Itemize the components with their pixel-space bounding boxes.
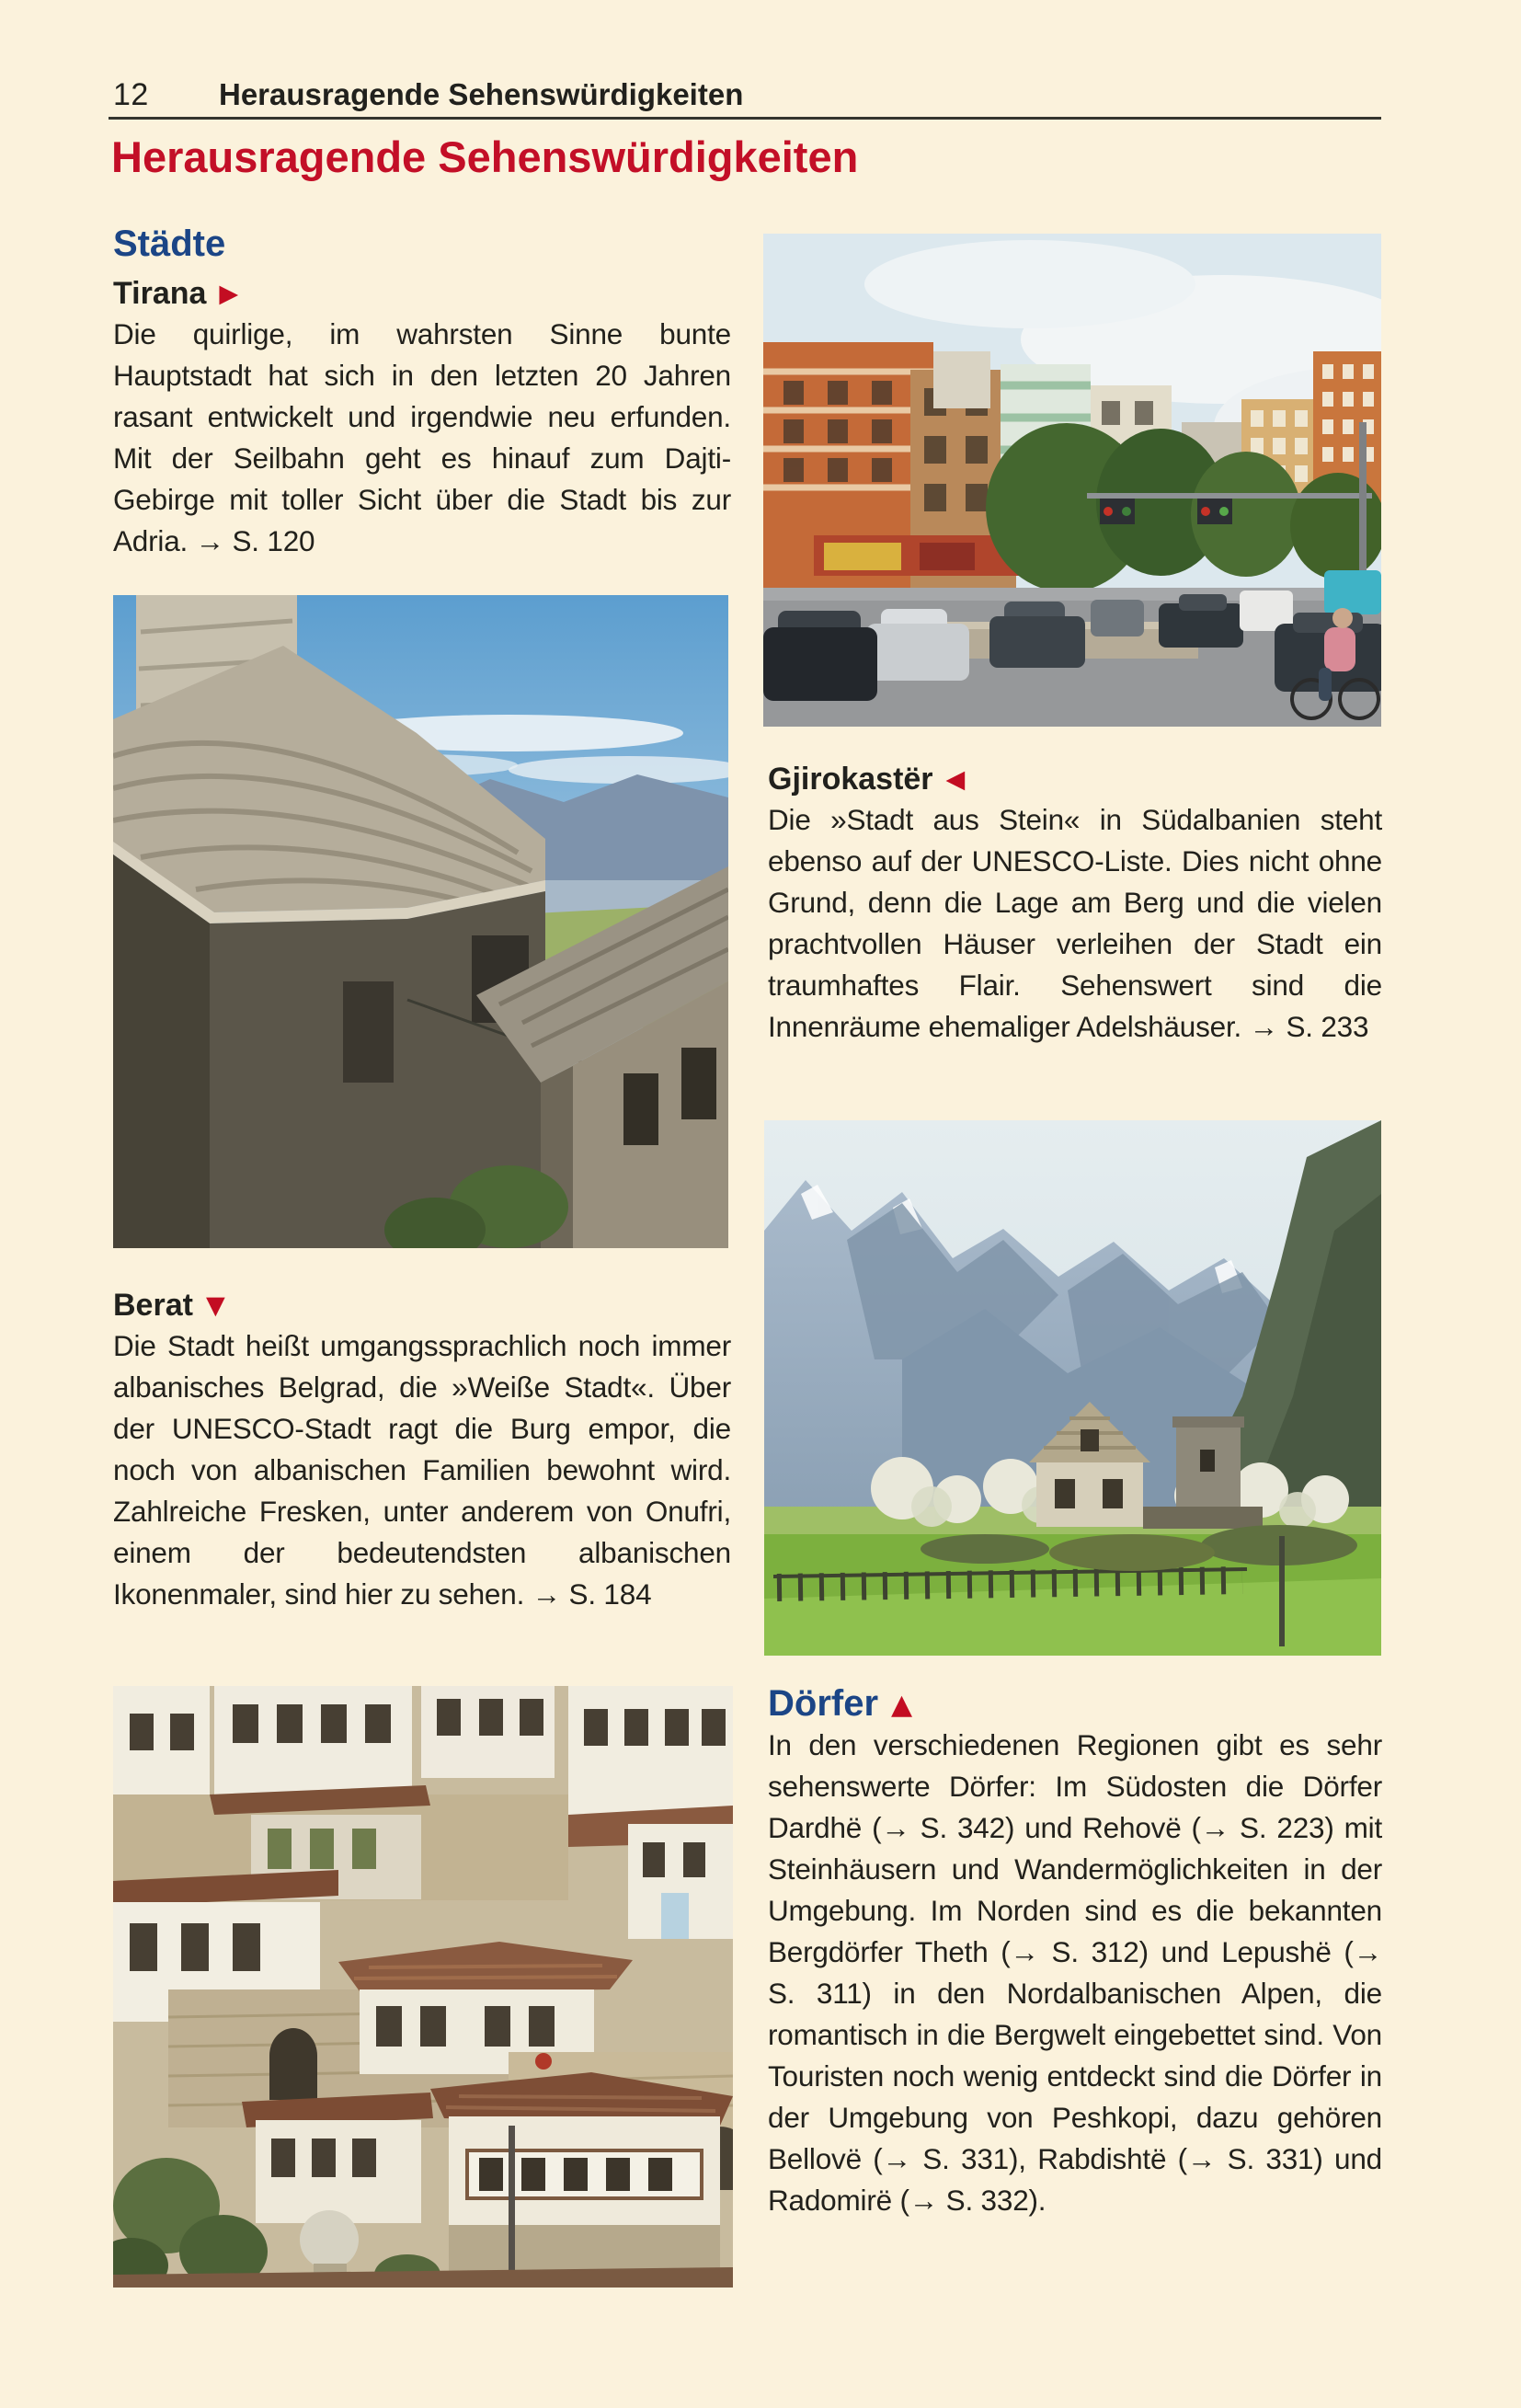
page-number: 12 — [113, 77, 149, 112]
entry-heading-berat — [113, 1288, 225, 1324]
gjirokaster-photo — [113, 595, 728, 1248]
page-title: Herausragende Sehenswürdigkeiten — [111, 132, 859, 181]
tirana-photo-art — [763, 234, 1381, 727]
entry-heading-gjirokaster — [768, 762, 965, 797]
tirana-photo — [763, 234, 1381, 727]
gjirokaster-heading-text: Gjirokastër — [768, 762, 933, 797]
triangle-left-icon: ◀ — [945, 765, 966, 794]
staedte-label-text: Städte — [113, 224, 226, 264]
gjirokaster-photo-art — [113, 595, 728, 1248]
triangle-right-icon: ▶ — [219, 280, 239, 308]
gjirokaster-paragraph: Die »Stadt aus Stein« in Südalbanien steht ebenso auf der UNESCO-Liste. Dies nicht ohne Grund, denn die Lage am Berg und die vielen prachtvollen Häuser verleihen der Stadt ein traumhaftes Flair. Sehenswert sind die Innenräume ehemaliger Adelshäuser. → S. 233 — [768, 803, 1382, 1043]
triangle-up-icon: ▲ — [891, 1689, 913, 1721]
tirana-paragraph: Die quirlige, im wahrsten Sinne bunte Hauptstadt hat sich in den letzten 20 Jahren rasant entwickelt und irgendwie neu erfunden. Mit der Seilbahn geht es hinauf zum Dajti-Gebirge mit toller Sicht über die Stadt bis zur Adria. → S. 120 — [113, 317, 731, 557]
berat-photo-art — [113, 1686, 733, 2288]
berat-photo — [113, 1686, 733, 2288]
section-label-staedte — [113, 224, 225, 265]
berat-heading-text: Berat — [113, 1288, 193, 1323]
running-header-title: Herausragende Sehenswürdigkeiten — [219, 77, 744, 111]
doerfer-label-text: Dörfer — [768, 1683, 879, 1724]
theth-photo — [764, 1120, 1381, 1656]
doerfer-paragraph: In den verschiedenen Regionen gibt es sehr sehenswerte Dörfer: Im Südosten die Dörfer Dardhë (→ S. 342) und Rehovë (→ S. 223) mit Steinhäusern und Wandermöglichkeiten in der Umgebung. Im Norden sind es die bekannten Bergdörfer Theth (→ S. 312) und Lepushë (→ S. 311) in den Nordalbanischen Alpen, die romantisch in die Bergwelt eingebettet sind. Von Touristen noch wenig entdeckt sind die Dörfer in der Umgebung von Peshkopi, dazu gehören Bellovë (→ S. 331), Rabdishtë (→ S. 331) und Radomirë (→ S. 332). — [768, 1728, 1382, 2217]
tirana-heading-text: Tirana — [113, 276, 207, 311]
theth-photo-art — [764, 1120, 1381, 1656]
header-rule — [109, 117, 1381, 120]
entry-heading-tirana — [113, 276, 238, 312]
berat-paragraph: Die Stadt heißt umgangssprachlich noch immer albanisches Belgrad, die »Weiße Stadt«. Über der UNESCO-Stadt ragt die Burg empor, die noch von albanischen Familien bewohnt wird. Zahlreiche Fresken, unter anderem von Onufri, einem der bedeutendsten albanischen Ikonenmaler, sind hier zu sehen. → S. 184 — [113, 1329, 731, 1611]
triangle-down-icon: ▼ — [205, 1291, 225, 1320]
section-label-doerfer — [768, 1683, 912, 1725]
